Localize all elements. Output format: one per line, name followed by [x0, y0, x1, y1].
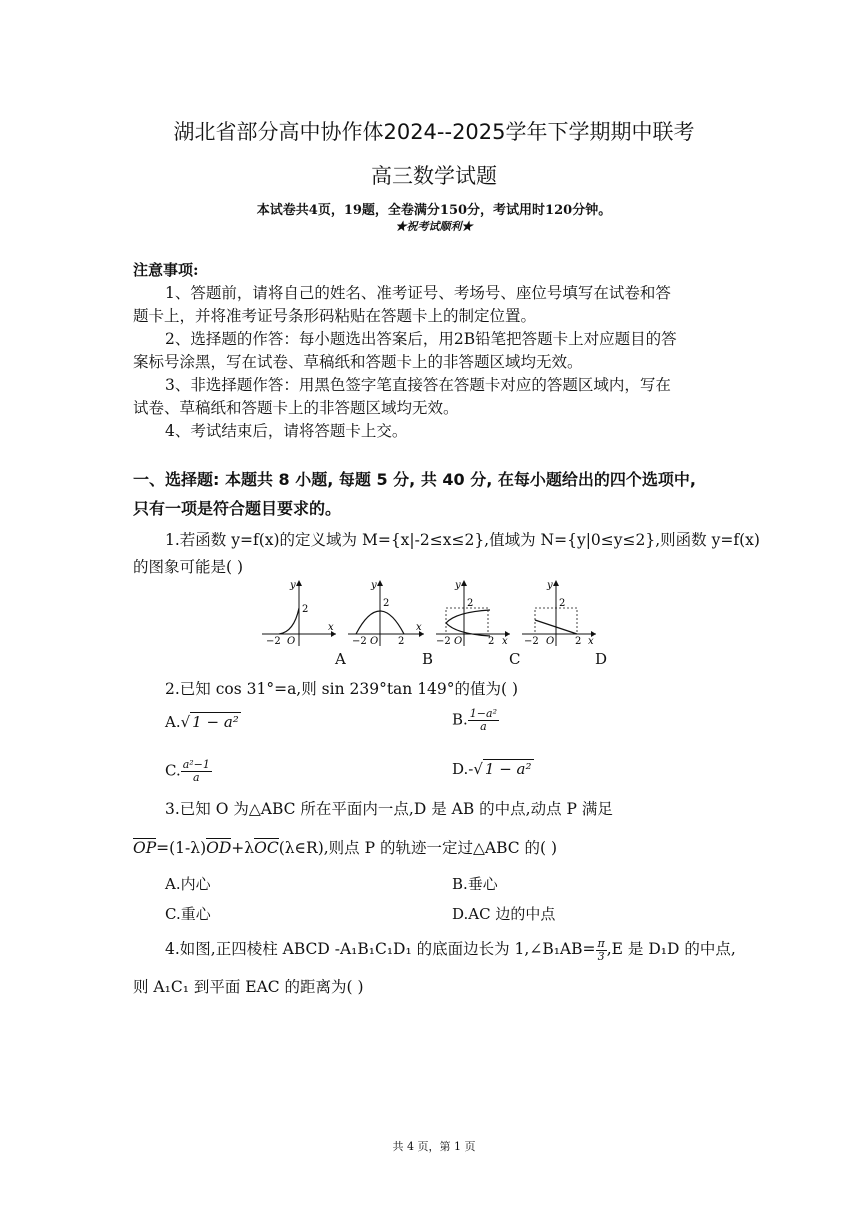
tick-label: 2 — [575, 636, 582, 647]
question-1-stem: 1.若函数 y=f(x)的定义域为 M={x|-2≤x≤2},值域为 N={y|0≤y≤2},则函数 y=f(x) — [165, 531, 760, 549]
question-4-stem: 则 A₁C₁ 到平面 EAC 的距离为( ) — [133, 978, 364, 996]
option-2d: D.-√ 1 − a² — [452, 760, 532, 778]
question-3-stem: OP=(1-λ)OD+λOC(λ∈R),则点 P 的轨迹一定过△ABC 的( ) — [133, 839, 558, 857]
tick-label: 2 — [559, 598, 566, 609]
origin-label: O — [287, 636, 296, 647]
notice-line: 题卡上，并将准考证号条形码粘贴在答题卡上的制定位置。 — [133, 307, 537, 325]
axis-y-label: y — [455, 580, 461, 591]
question-1-stem: 的图象可能是( ) — [133, 558, 244, 576]
notice-line: 2、选择题的作答：每小题选出答案后，用2B铅笔把答题卡上对应题目的答 — [165, 330, 677, 348]
exam-title: 湖北省部分高中协作体2024--2025学年下学期期中联考 — [173, 120, 695, 144]
graph-label-b: B — [422, 650, 434, 668]
notice-line: 案标号涂黑，写在试卷、草稿纸和答题卡上的非答题区域均无效。 — [133, 353, 583, 371]
question-4-stem: 4.如图,正四棱柱 ABCD -A₁B₁C₁D₁ 的底面边长为 1,∠B₁AB= $\frac{\pi}{3}$ ,E 是 D₁D 的中点, — [165, 936, 736, 963]
axis-x-label: x — [502, 636, 508, 647]
exam-wish: ★祝考试顺利★ — [395, 220, 473, 233]
graph-label-c: C — [509, 650, 521, 668]
question-2-stem: 2.已知 cos 31°=a,则 sin 239°tan 149°的值为( ) — [165, 680, 519, 698]
section-heading: 一、选择题: 本题共 8 小题, 每题 5 分, 共 40 分, 在每小题给出的四个选项中, — [133, 470, 696, 489]
axis-x-label: x — [588, 636, 594, 647]
notice-line: 4、考试结束后，请将答题卡上交。 — [165, 422, 408, 440]
tick-label: −2 — [436, 636, 451, 647]
graph-b — [348, 578, 428, 648]
graph-c — [436, 578, 516, 648]
notice-line: 1、答题前，请将自己的姓名、准考证号、考场号、座位号填写在试卷和答 — [165, 284, 671, 302]
option-2a: A.√ 1 − a² — [165, 713, 239, 731]
graph-a — [262, 578, 340, 648]
axis-y-label: y — [547, 580, 553, 591]
option-3a: A.内心 — [165, 875, 211, 893]
axis-x-label: x — [328, 622, 334, 633]
question-3-stem: 3.已知 O 为△ABC 所在平面内一点,D 是 AB 的中点,动点 P 满足 — [165, 800, 613, 818]
tick-label: 2 — [467, 598, 474, 609]
notice-line: 3、非选择题作答：用黑色签字笔直接答在答题卡对应的答题区域内，写在 — [165, 376, 671, 394]
notice-title: 注意事项: — [133, 261, 199, 279]
tick-label: 2 — [383, 598, 390, 609]
axis-x-label: x — [416, 622, 422, 633]
tick-label: 2 — [302, 604, 309, 615]
graph-label-a: A — [335, 650, 346, 668]
page-footer: 共 4 页，第 1 页 — [392, 1140, 476, 1153]
section-heading: 只有一项是符合题目要求的。 — [133, 499, 342, 518]
option-2b: B. $\frac{\text{1−a²}}{a}$ — [452, 707, 497, 733]
tick-label: −2 — [352, 636, 367, 647]
axis-y-label: y — [290, 580, 296, 591]
graph-label-d: D — [595, 650, 608, 668]
tick-label: 2 — [488, 636, 495, 647]
option-2c: C. $\frac{\text{a²−1}}{a}$ — [165, 758, 210, 784]
option-3b: B.垂心 — [452, 875, 498, 893]
axis-y-label: y — [371, 580, 377, 591]
origin-label: O — [370, 636, 379, 647]
notice-line: 试卷、草稿纸和答题卡上的非答题区域均无效。 — [133, 399, 459, 417]
tick-label: 2 — [398, 636, 405, 647]
origin-label: O — [454, 636, 463, 647]
option-3d: D.AC 边的中点 — [452, 905, 556, 923]
tick-label: −2 — [266, 636, 281, 647]
option-3c: C.重心 — [165, 905, 211, 923]
exam-info: 本试卷共4页，19题，全卷满分150分，考试用时120分钟。 — [256, 203, 612, 218]
exam-subtitle: 高三数学试题 — [371, 164, 497, 188]
tick-label: −2 — [524, 636, 539, 647]
origin-label: O — [546, 636, 555, 647]
graph-d — [522, 578, 602, 648]
